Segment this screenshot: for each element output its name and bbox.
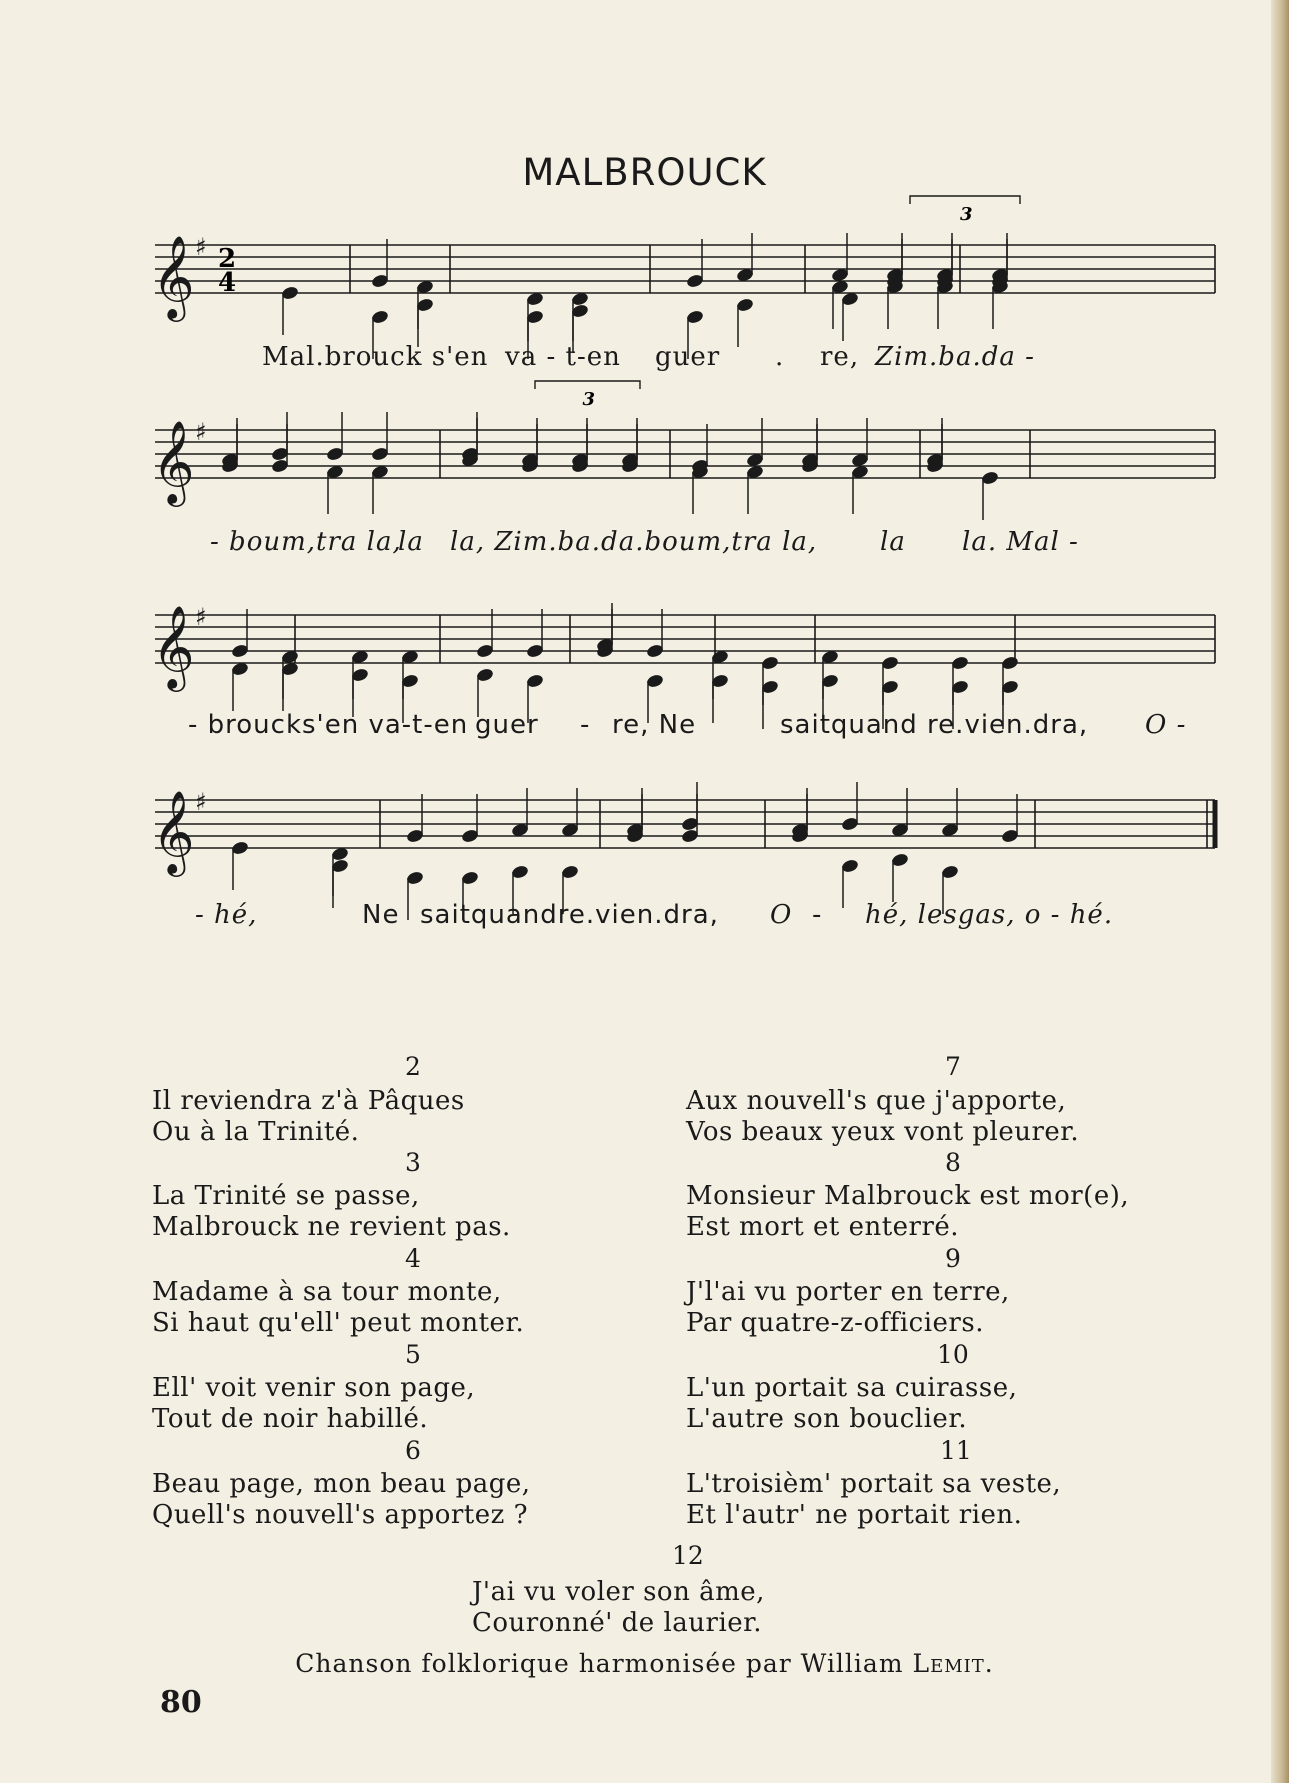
book-page-edge	[1271, 0, 1289, 1783]
credit-author: Lemit.	[912, 1649, 994, 1678]
lyric-syllable: saitquand re.vien.dra,	[780, 710, 1089, 740]
tuplet-bracket	[535, 381, 640, 389]
treble-clef-icon: 𝄞	[152, 419, 195, 503]
treble-clef-icon: 𝄞	[152, 604, 195, 688]
lyric-syllable: la, Zim.ba.da.boum,tra la,	[450, 527, 818, 557]
verse-line: Tout de noir habillé.	[152, 1404, 429, 1434]
verse-line: Monsieur Malbrouck est mor(e),	[686, 1181, 1130, 1211]
verse-line: Ou à la Trinité.	[152, 1117, 360, 1147]
lyric-syllable: guer	[655, 342, 721, 372]
verse-line: Est mort et enterré.	[686, 1212, 960, 1242]
lyric-syllable: la	[398, 527, 424, 557]
verse-line: Beau page, mon beau page,	[152, 1469, 531, 1499]
time-signature-bottom: 4	[218, 268, 237, 298]
lyric-syllable: hé, lesgas, o - hé.	[865, 900, 1114, 930]
verse-number: 2	[405, 1052, 421, 1081]
song-title: MALBROUCK	[522, 150, 767, 194]
lyric-syllable: re, Ne	[612, 710, 697, 740]
lyric-syllable: -	[812, 900, 823, 930]
verse-line: Malbrouck ne revient pas.	[152, 1212, 511, 1242]
lyric-syllable: Ne	[362, 900, 400, 930]
verse-line: Si haut qu'ell' peut monter.	[152, 1308, 525, 1338]
verse-number: 3	[405, 1148, 421, 1177]
lyric-syllable: Mal.brouck s'en	[262, 342, 489, 372]
verse-line: La Trinité se passe,	[152, 1181, 420, 1211]
lyric-syllable: - hé,	[195, 900, 258, 930]
credit-text: Chanson folklorique harmonisée par William	[295, 1649, 904, 1678]
treble-clef-icon: 𝄞	[152, 234, 195, 318]
page-number: 80	[160, 1685, 202, 1720]
verse-number: 4	[405, 1244, 421, 1273]
verse-number: 7	[945, 1052, 961, 1081]
lyric-syllable: guer	[475, 710, 539, 740]
lyric-syllable: O	[770, 900, 793, 930]
verse-number: 9	[945, 1244, 961, 1273]
verse-number: 12	[672, 1541, 704, 1570]
lyric-syllable: saitquandre.vien.dra,	[420, 900, 719, 930]
verse-line: L'autre son bouclier.	[686, 1404, 968, 1434]
verse-line: Madame à sa tour monte,	[152, 1277, 502, 1307]
lyric-syllable: re,	[820, 342, 860, 372]
lyric-syllable: -	[580, 710, 591, 740]
verse-line: L'troisièm' portait sa veste,	[686, 1469, 1062, 1499]
tuplet-bracket	[910, 196, 1020, 204]
lyric-syllable: - broucks'en va-t-en	[188, 710, 469, 740]
tuplet-number: 3	[960, 204, 973, 225]
arrangement-credit	[0, 1649, 1289, 1678]
lyric-syllable: va - t-en	[505, 342, 621, 372]
lyric-syllable: O -	[1145, 710, 1187, 740]
lyric-syllable: Zim.ba.da -	[875, 342, 1035, 372]
key-signature-sharp-icon: ♯	[195, 603, 207, 631]
verse-line: J'ai vu voler son âme,	[472, 1577, 765, 1607]
verse-line: L'un portait sa cuirasse,	[686, 1373, 1018, 1403]
treble-clef-icon: 𝄞	[152, 789, 195, 873]
lyric-syllable: - boum,tra la,	[210, 527, 402, 557]
verse-line: Ell' voit venir son page,	[152, 1373, 476, 1403]
verse-line: Vos beaux yeux vont pleurer.	[686, 1117, 1080, 1147]
lyric-syllable: la	[880, 527, 906, 557]
verse-line: Aux nouvell's que j'apporte,	[686, 1086, 1067, 1116]
verse-line: Couronné' de laurier.	[472, 1608, 762, 1638]
time-signature-top: 2	[218, 244, 237, 274]
key-signature-sharp-icon: ♯	[195, 418, 207, 446]
verse-number: 11	[940, 1436, 972, 1465]
verse-number: 8	[945, 1148, 961, 1177]
key-signature-sharp-icon: ♯	[195, 788, 207, 816]
staff-system-4	[150, 745, 1220, 985]
verse-line: Par quatre-z-officiers.	[686, 1308, 984, 1338]
key-signature-sharp-icon: ♯	[195, 233, 207, 261]
verse-line: Et l'autr' ne portait rien.	[686, 1500, 1023, 1530]
verse-line: J'l'ai vu porter en terre,	[686, 1277, 1010, 1307]
verse-line: Quell's nouvell's apportez ?	[152, 1500, 529, 1530]
verse-line: Il reviendra z'à Pâques	[152, 1086, 465, 1116]
tuplet-number: 3	[582, 389, 596, 410]
lyric-syllable: .	[775, 342, 785, 372]
verse-number: 6	[405, 1436, 421, 1465]
verse-number: 5	[405, 1340, 421, 1369]
verse-number: 10	[937, 1340, 969, 1369]
lyric-syllable: la. Mal -	[962, 527, 1079, 557]
